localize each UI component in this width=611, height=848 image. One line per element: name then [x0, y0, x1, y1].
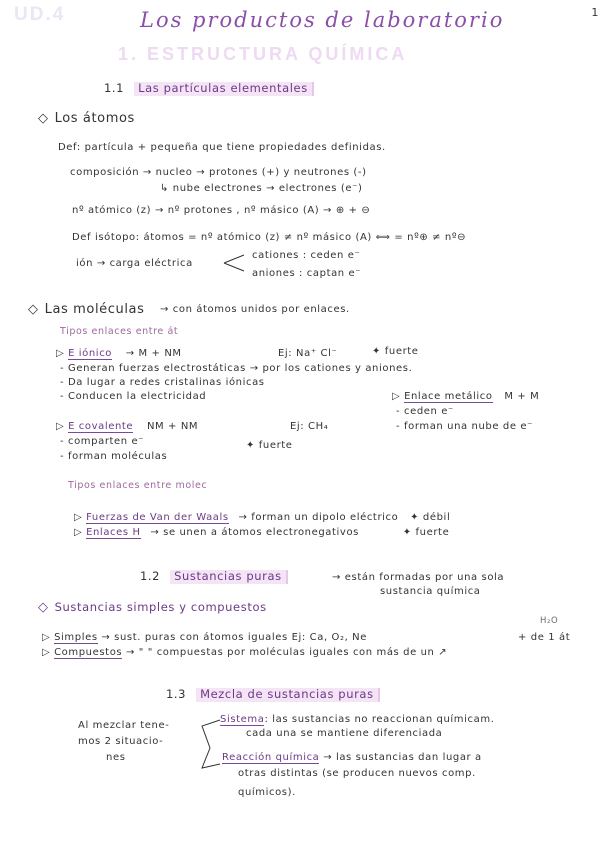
subsection-number: 1.2 — [140, 569, 161, 583]
atomic-number-line: nº atómico (z) → nº protones , nº másico (A) → ⊕ + ⊖ — [72, 205, 371, 216]
mix-intro-1: Al mezclar tene- — [78, 720, 170, 731]
reaction-row: Reacción química → las sustancias dan lugar a — [222, 752, 482, 763]
page-title: Los productos de laboratorio — [140, 8, 505, 32]
metallic-bond-row: ▷ Enlace metálico M + M — [392, 391, 540, 402]
isotope-line: Def isótopo: átomos = nº atómico (z) ≠ nº másico (A) ⟺ = nº⊕ ≠ nº⊖ — [72, 232, 467, 243]
branch-arrow-icon — [222, 250, 250, 276]
atoms-composition-2: ↳ nube electrones → electrones (e⁻) — [160, 183, 363, 194]
subsection-1-2 — [140, 570, 288, 584]
hydrogen-bond-row: ▷ Enlaces H → se unen a átomos electronegativos ✦ fuerte — [74, 527, 450, 538]
triangle-bullet-icon: ▷ — [74, 512, 87, 523]
diamond-icon: ◇ — [28, 302, 39, 317]
subsection-1-3 — [166, 688, 380, 702]
metallic-bullet-1: - ceden e⁻ — [396, 406, 454, 417]
pure-substances-note-1: → están formadas por una sola — [332, 572, 505, 583]
triangle-bullet-icon: ▷ — [42, 647, 55, 658]
atoms-heading: ◇ Los átomos — [38, 111, 135, 126]
simple-side-note-2: + de 1 át — [518, 632, 571, 643]
subsection-title: Sustancias puras — [170, 570, 288, 584]
ion-line: ión → carga eléctrica — [76, 258, 193, 269]
ionic-bullet-3: - Conducen la electricidad — [60, 391, 207, 402]
subsection-title: Las partículas elementales — [134, 82, 314, 96]
mix-intro-2: mos 2 situacio- — [78, 736, 164, 747]
metallic-bullet-2: - forman una nube de e⁻ — [396, 421, 533, 432]
reaction-row-2: otras distintas (se producen nuevos comp. — [238, 768, 476, 779]
simple-compounds-heading: ◇ Sustancias simples y compuestos — [38, 600, 267, 615]
simple-side-note: H₂O — [540, 616, 559, 626]
triangle-bullet-icon: ▷ — [56, 421, 69, 432]
diamond-icon: ◇ — [38, 111, 49, 126]
triangle-bullet-icon: ▷ — [74, 527, 87, 538]
section-heading: 1. ESTRUCTURA QUÍMICA — [118, 44, 408, 64]
cations-line: cationes : ceden e⁻ — [252, 250, 361, 261]
anions-line: aniones : captan e⁻ — [252, 268, 362, 279]
ionic-example: Ej: Na⁺ Cl⁻ — [278, 348, 338, 359]
atoms-composition-1: composición → nucleo → protones (+) y neutrones (-) — [70, 167, 367, 178]
triangle-bullet-icon: ▷ — [56, 348, 69, 359]
system-row: Sistema: las sustancias no reaccionan químicam. — [220, 714, 495, 725]
diamond-icon: ◇ — [38, 600, 49, 615]
covalent-strength: ✦ fuerte — [246, 440, 293, 451]
ionic-bullet-1: - Generan fuerzas electrostáticas → por los cationes y aniones. — [60, 363, 413, 374]
molecules-heading: ◇ Las moléculas — [28, 302, 145, 317]
page-number: 1 — [591, 6, 599, 19]
ionic-bullet-2: - Da lugar a redes cristalinas iónicas — [60, 377, 265, 388]
ionic-strength: ✦ fuerte — [372, 346, 419, 357]
intermolecular-label: Tipos enlaces entre molec — [68, 480, 208, 491]
triangle-bullet-icon: ▷ — [392, 391, 405, 402]
subsection-number: 1.1 — [104, 81, 125, 95]
mix-intro-3: nes — [106, 752, 126, 763]
triangle-bullet-icon: ▷ — [42, 632, 55, 643]
unit-tag: UD.4 — [14, 4, 66, 25]
compounds-row: ▷ Compuestos → " " compuestas por moléculas iguales con más de un ↗ — [42, 647, 448, 658]
bond-types-label: Tipos enlaces entre át — [60, 326, 179, 337]
covalent-bond-row: ▷ E covalente NM + NM — [56, 421, 199, 432]
subsection-number: 1.3 — [166, 687, 187, 701]
covalent-bullet-2: - forman moléculas — [60, 451, 168, 462]
reaction-row-3: químicos). — [238, 787, 296, 798]
molecules-note: → con átomos unidos por enlaces. — [160, 304, 350, 315]
atoms-definition: Def: partícula + pequeña que tiene propiedades definidas. — [58, 142, 386, 153]
system-row-2: cada una se mantiene diferenciada — [246, 728, 443, 739]
subsection-title: Mezcla de sustancias puras — [196, 688, 380, 702]
simple-row: ▷ Simples → sust. puras con átomos iguales Ej: Ca, O₂, Ne — [42, 632, 367, 643]
pure-substances-note-2: sustancia química — [380, 586, 481, 597]
covalent-bullet-1: - comparten e⁻ — [60, 436, 145, 447]
van-der-waals-row: ▷ Fuerzas de Van der Waals → forman un dipolo eléctrico ✦ débil — [74, 512, 451, 523]
ionic-bond-row: ▷ E iónico → M + NM — [56, 348, 182, 359]
subsection-1-1 — [104, 82, 314, 96]
covalent-example: Ej: CH₄ — [290, 421, 329, 432]
